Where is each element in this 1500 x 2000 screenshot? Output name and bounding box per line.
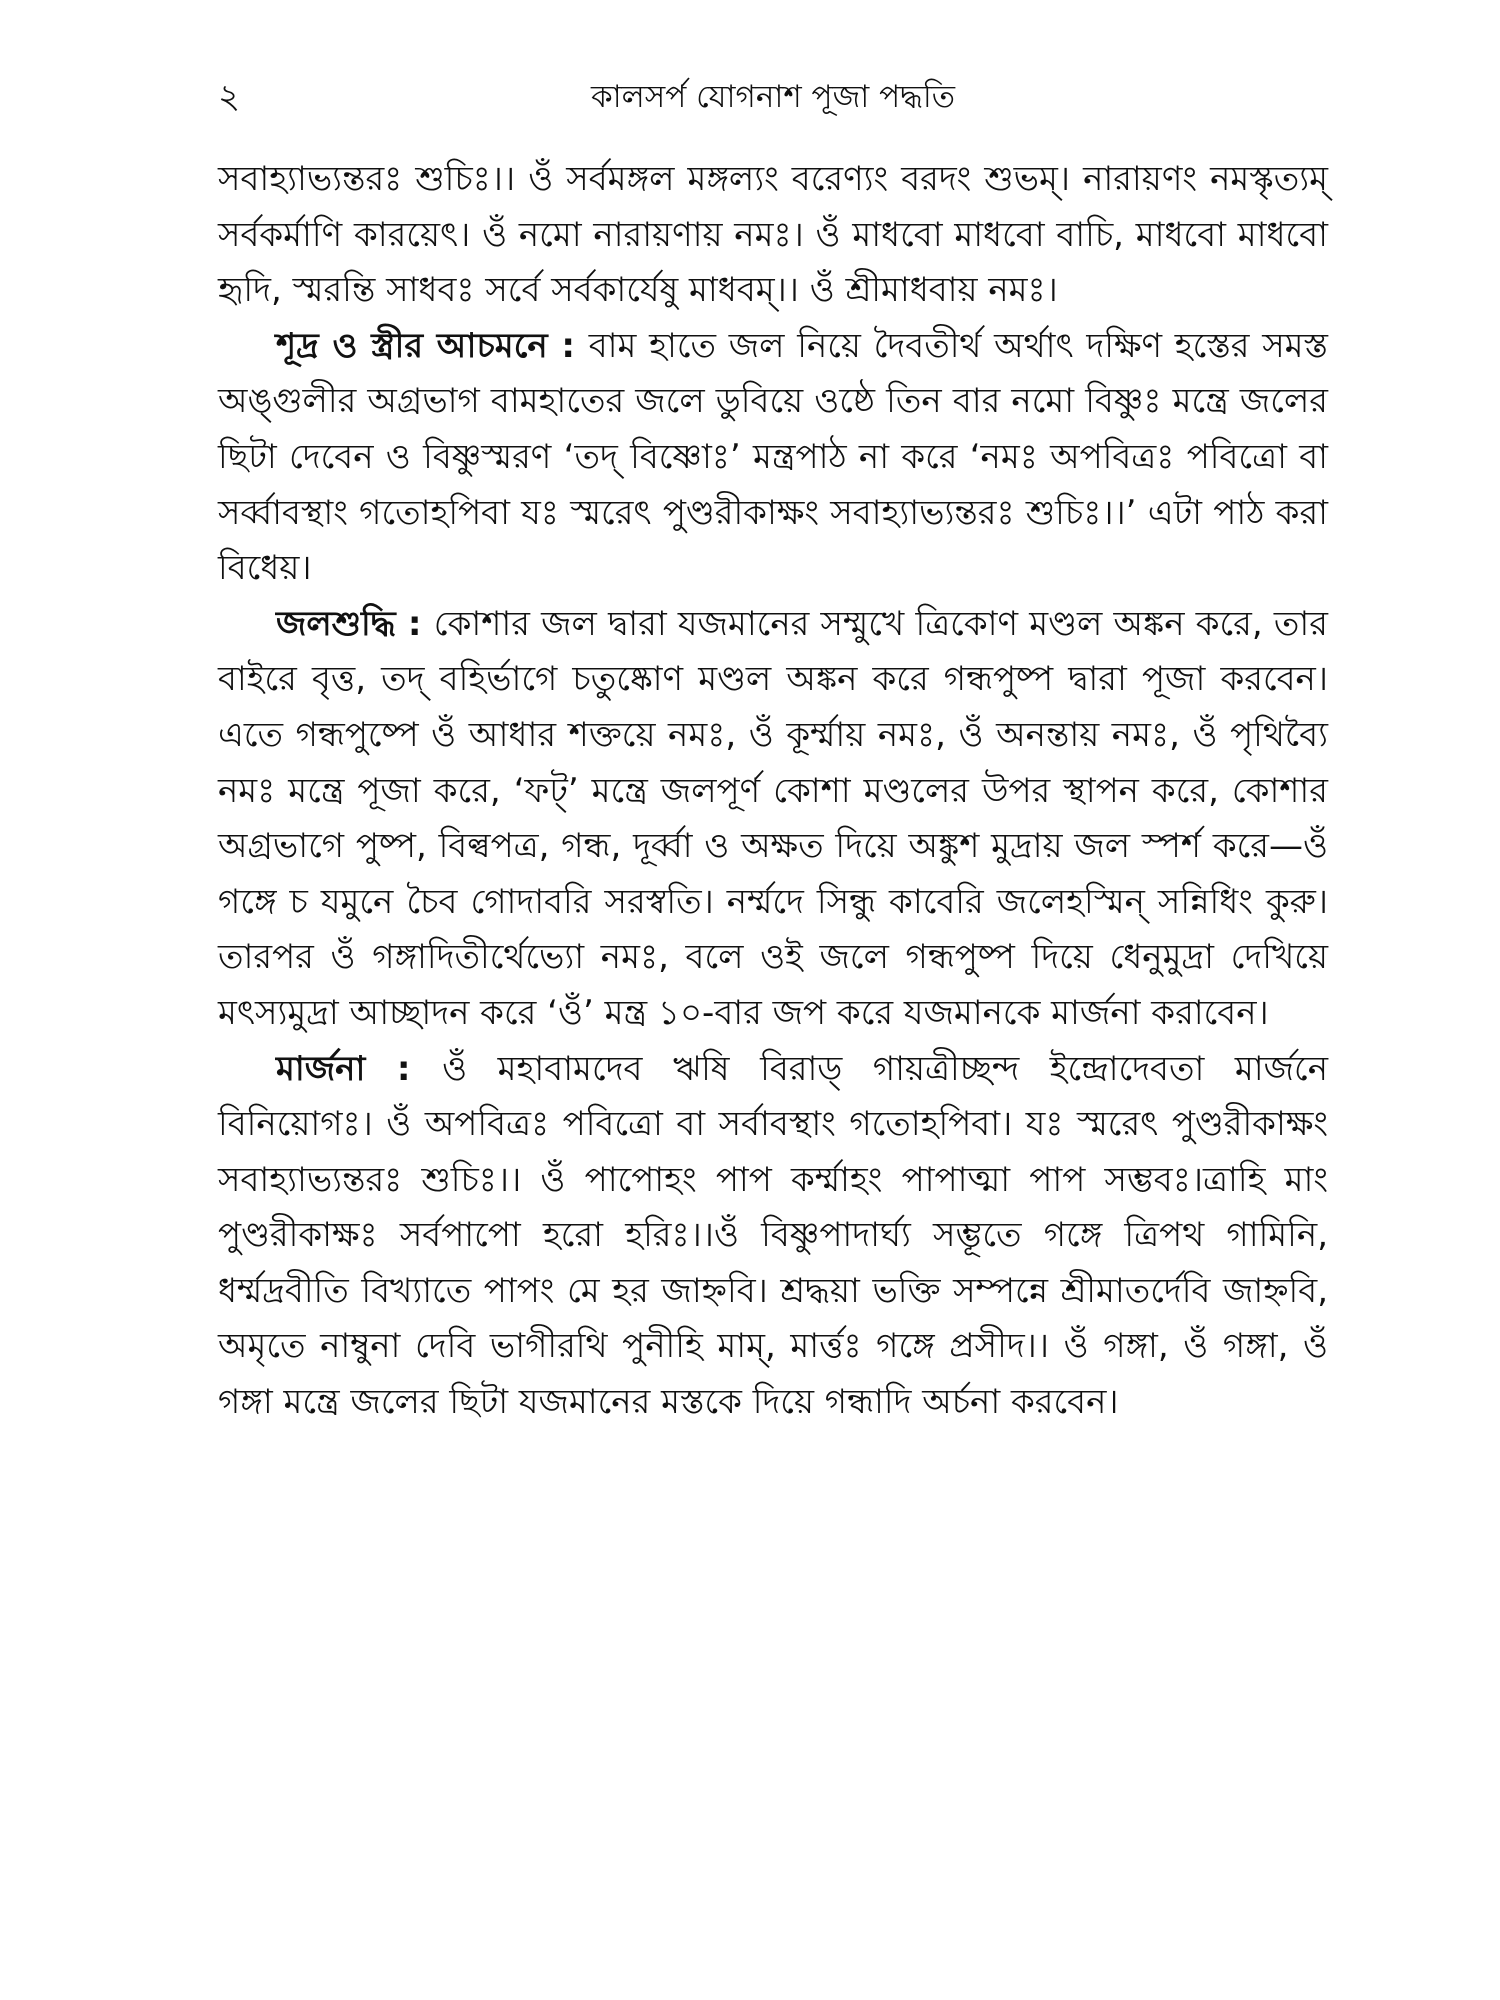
paragraph-jalashuddhi [218,597,1328,1042]
paragraph-text: বাম হাতে জল নিয়ে দৈবতীর্থ অর্থাৎ দক্ষিণ হস্তের সমস্ত অঙ্গুলীর অগ্রভাগ বামহাতের জলে ডুবিয়ে ওষ্ঠে তিন বার নমো বিষ্ণুঃ মন্ত্রে জলের ছিটা দেবেন ও বিষ্ণুস্মরণ ‘তদ্ বিষ্ণোঃ’ মন্ত্রপাঠ না করে ‘নমঃ অপবিত্রঃ পবিত্রো বা সর্ব্বাবস্থাং গতোহপিবা যঃ স্মরেৎ পুণ্ডরীকাক্ষং সবাহ্যাভ্যন্তরঃ শুচিঃ।।’ এটা পাঠ করা বিধেয়। [218,325,1328,589]
section-heading: শূদ্র ও স্ত্রীর আচমনে : [276,325,589,366]
paragraph-sudra-acaman [218,319,1328,597]
paragraph-text: ওঁ মহাবামদেব ঋষি বিরাড্ গায়ত্রীচ্ছন্দ ইন্দ্রোদেবতা মার্জনে বিনিয়োগঃ। ওঁ অপবিত্রঃ পবিত্রো বা সর্বাবস্থাং গতোহপিবা। যঃ স্মরেৎ পুণ্ডরীকাক্ষং সবাহ্যাভ্যন্তরঃ শুচিঃ।। ওঁ পাপোহং পাপ কর্ম্মাহং পাপাত্মা পাপ সম্ভবঃ।ত্রাহি মাং পুণ্ডরীকাক্ষঃ সর্বপাপো হরো হরিঃ।।ওঁ বিষ্ণুপাদার্ঘ্য সম্ভূতে গঙ্গে ত্রিপথ গামিনি, ধর্ম্মদ্রবীতি বিখ্যাতে পাপং মে হর জাহ্নবি। শ্রদ্ধয়া ভক্তি সম্পন্নে শ্রীমাতর্দেবি জাহ্নবি, অমৃতে নাম্বুনা দেবি ভাগীরথি পুনীহি মাম্, মার্ত্তঃ গঙ্গে প্রসীদ।। ওঁ গঙ্গা, ওঁ গঙ্গা, ওঁ গঙ্গা মন্ত্রে জলের ছিটা যজমানের মস্তকে দিয়ে গন্ধাদি অর্চনা করবেন। [218,1048,1328,1423]
paragraph-text: কোশার জল দ্বারা যজমানের সম্মুখে ত্রিকোণ মণ্ডল অঙ্কন করে, তার বাইরে বৃত্ত, তদ্ বহির্ভাগে চতুষ্কোণ মণ্ডল অঙ্কন করে গন্ধপুষ্প দ্বারা পূজা করবেন। এতে গন্ধপুষ্পে ওঁ আধার শক্তয়ে নমঃ, ওঁ কূর্ম্মায় নমঃ, ওঁ অনন্তায় নমঃ, ওঁ পৃথিব্যৈ নমঃ মন্ত্রে পূজা করে, ‘ফট্’ মন্ত্রে জলপূর্ণ কোশা মণ্ডলের উপর স্থাপন করে, কোশার অগ্রভাগে পুষ্প, বিল্বপত্র, গন্ধ, দূর্ব্বা ও অক্ষত দিয়ে অঙ্কুশ মুদ্রায় জল স্পর্শ করে—ওঁ গঙ্গে চ যমুনে চৈব গোদাবরি সরস্বতি। নর্ম্মদে সিন্ধু কাবেরি জলেহস্মিন্ সন্নিধিং কুরু। তারপর ওঁ গঙ্গাদিতীর্থেভ্যো নমঃ, বলে ওই জলে গন্ধপুষ্প দিয়ে ধেনুমুদ্রা দেখিয়ে মৎস্যমুদ্রা আচ্ছাদন করে ‘ওঁ’ মন্ত্র ১০-বার জপ করে যজমানকে মার্জনা করাবেন। [218,603,1328,1033]
body-text [218,152,1328,1431]
paragraph-marjana [218,1042,1328,1431]
running-title: কালসর্প যোগনাশ পূজা পদ্ধতি [590,79,956,115]
paragraph-text: সবাহ্যাভ্যন্তরঃ শুচিঃ।। ওঁ সর্বমঙ্গল মঙ্গল্যং বরেণ্যং বরদং শুভম্। নারায়ণং নমস্কৃত্যম্ সর্বকর্মাণি কারয়েৎ। ওঁ নমো নারায়ণায় নমঃ। ওঁ মাধবো মাধবো বাচি, মাধবো মাধবো হৃদি, স্মরন্তি সাধবঃ সর্বে সর্বকার্যেষু মাধবম্।। ওঁ শ্রীমাধবায় নমঃ। [218,159,1328,311]
page-header [218,72,1328,122]
section-heading: মার্জনা : [276,1048,443,1089]
section-heading: জলশুদ্ধি : [276,603,434,644]
paragraph-continued [218,152,1328,319]
page-number: ২ [218,77,241,117]
